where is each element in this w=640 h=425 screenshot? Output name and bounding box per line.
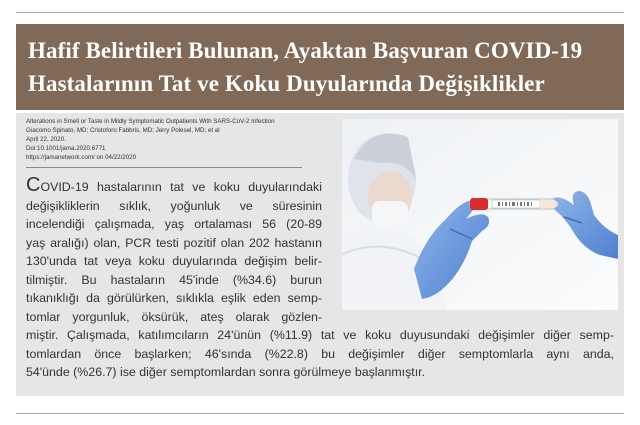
citation-doi: Doi:10.1001/jama.2020.6771: [26, 145, 106, 152]
drop-cap: C: [26, 174, 41, 196]
title-banner: [16, 24, 624, 110]
bottom-rule: [16, 413, 624, 414]
content-panel: [16, 113, 624, 396]
body-line-6: tilmiştir. Bu hastaların 45'inde (%34.6) burun: [26, 272, 322, 287]
body-line-1: COVID-19 hastalarının tat ve koku duyularındaki: [26, 174, 322, 196]
body-line-8: tomlar yorgunluk, öksürük, ateş olarak gözlen-: [26, 309, 322, 324]
citation-authors: Giacomo Spinato, MD; Cristoforo Fabbris, MD; Jerry Polesel, MD; et al: [26, 127, 220, 134]
body-line-10: tomlardan önce başlarken; 46'sında (%22.8) bu değişimler diğer semptomlarla aynı anda,: [26, 346, 614, 361]
body-line-2: değişikliklerin sıklık, yoğunluk ve süresinin: [26, 198, 322, 213]
citation-url[interactable]: https://jamanetwork.com/ on 04/22/2020: [26, 154, 137, 161]
page-title: [28, 34, 612, 100]
body-line-3: incelendiği çalışmada, yaş ortalaması 56 (20-89: [26, 217, 322, 231]
body-line-4: yaş aralığı) olan, PCR testi pozitif olan 202 hastanın: [26, 235, 322, 250]
citation-date: April 22, 2020.: [26, 136, 66, 143]
citation-article-title: Alterations in Smell or Taste in Mildly Symptomatic Outpatients With SARS-CoV-2 Infection: [26, 118, 275, 125]
title-line-1: Hafif Belirtileri Bulunan, Ayaktan Başvuran COVID-19: [28, 38, 583, 63]
title-line-2: Hastalarının Tat ve Koku Duyularında Değişiklikler: [28, 71, 545, 96]
body-line-7: tıkanıklığı da görülürken, sıklıkla eşlik eden semp-: [26, 291, 322, 305]
body-line-5: 130'unda tat veya koku duyularında değişim belir-: [26, 254, 322, 268]
top-rule: [16, 12, 624, 13]
citation-divider: [26, 167, 302, 168]
citation-block: [26, 117, 326, 162]
body-line-9: miştir. Çalışmada, katılımcıların 24'ünün (%11.9) tat ve koku duyusundaki değişimler diğer semp-: [26, 328, 614, 342]
article-body: [26, 176, 614, 382]
body-line-11: 54'ünde (%26.7) ise diğer semptomlardan sonra görülmeye başlanmıştır.: [26, 365, 426, 379]
